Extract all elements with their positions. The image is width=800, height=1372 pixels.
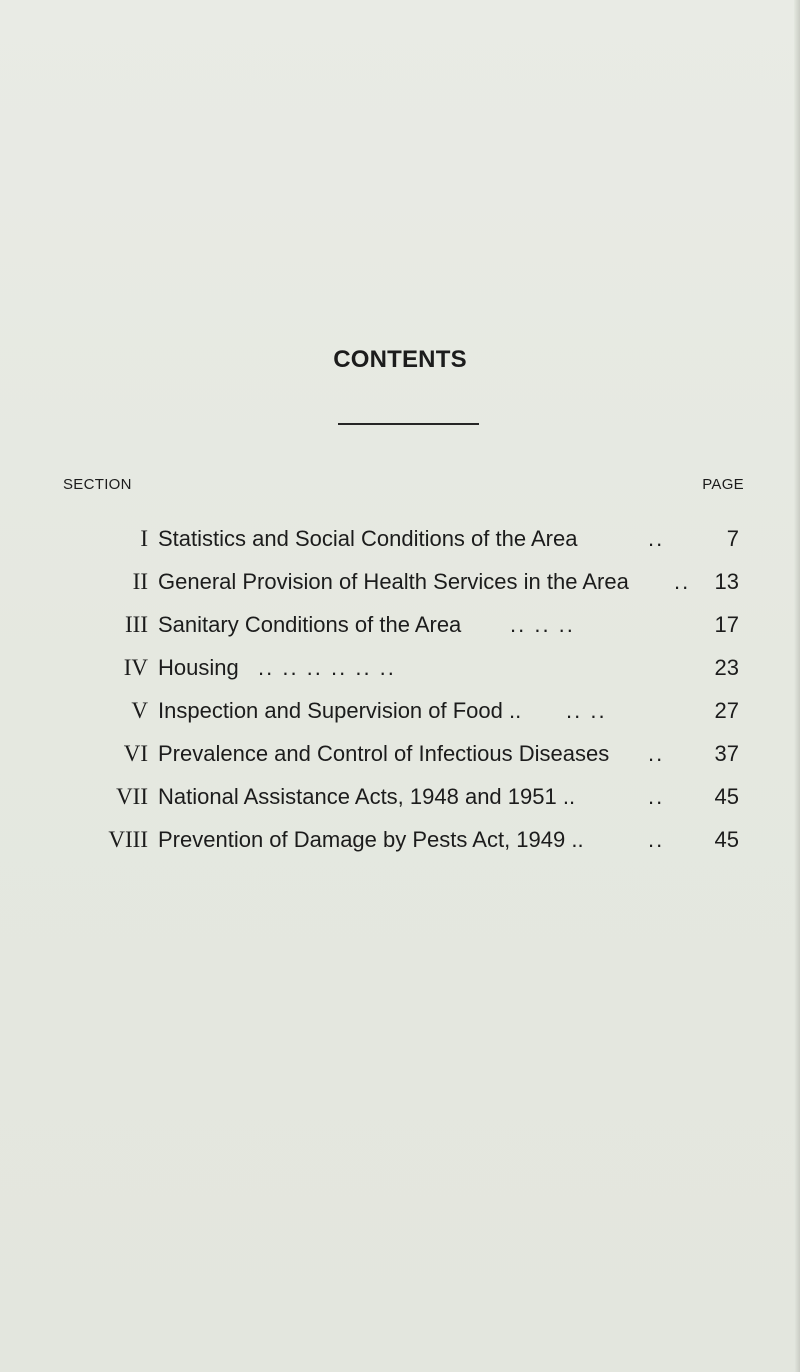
dot-leader: ..	[648, 526, 665, 551]
page-number: 45	[714, 827, 739, 852]
section-title: Inspection and Supervision of Food ..	[158, 698, 522, 723]
section-number: V	[131, 698, 148, 723]
page-number: 7	[726, 526, 739, 551]
toc-entry	[0, 562, 800, 602]
dot-leader: ..	[648, 741, 665, 766]
dot-leader: ..	[648, 827, 665, 852]
toc-entry	[0, 648, 800, 688]
dot-leader: .. ..	[566, 698, 607, 723]
toc-entry	[0, 519, 800, 559]
section-title: Housing	[158, 655, 239, 680]
page-number: 45	[714, 784, 739, 809]
contents-title: CONTENTS	[333, 346, 467, 373]
dot-leader: ..	[648, 784, 665, 809]
section-title: National Assistance Acts, 1948 and 1951 ..	[158, 784, 576, 809]
toc-entry	[0, 734, 800, 774]
page-column-header: PAGE	[702, 476, 744, 493]
page-number: 27	[714, 698, 739, 723]
dot-leader: .. .. ..	[510, 612, 575, 637]
section-number: VII	[116, 784, 148, 809]
toc-entry	[0, 820, 800, 860]
section-number: VIII	[108, 827, 148, 852]
page-number: 17	[714, 612, 739, 637]
section-title: General Provision of Health Services in the Area	[158, 569, 629, 594]
dot-leader: ..	[674, 569, 691, 594]
toc-entry	[0, 691, 800, 731]
section-title: Prevention of Damage by Pests Act, 1949 ..	[158, 827, 584, 852]
page-number: 23	[714, 655, 739, 680]
toc-entry	[0, 777, 800, 817]
section-number: III	[125, 612, 148, 637]
section-title: Statistics and Social Conditions of the Area	[158, 526, 578, 551]
page-number: 37	[714, 741, 739, 766]
dot-leader: .. .. .. .. .. ..	[258, 655, 396, 680]
section-number: IV	[123, 655, 148, 680]
toc-entry	[0, 605, 800, 645]
section-number: VI	[123, 741, 148, 766]
page-number: 13	[714, 569, 739, 594]
title-underline	[338, 423, 479, 425]
section-number: I	[140, 526, 148, 551]
section-column-header: SECTION	[63, 476, 132, 493]
section-title: Sanitary Conditions of the Area	[158, 612, 462, 637]
section-title: Prevalence and Control of Infectious Diseases	[158, 741, 610, 766]
section-number: II	[132, 569, 148, 594]
